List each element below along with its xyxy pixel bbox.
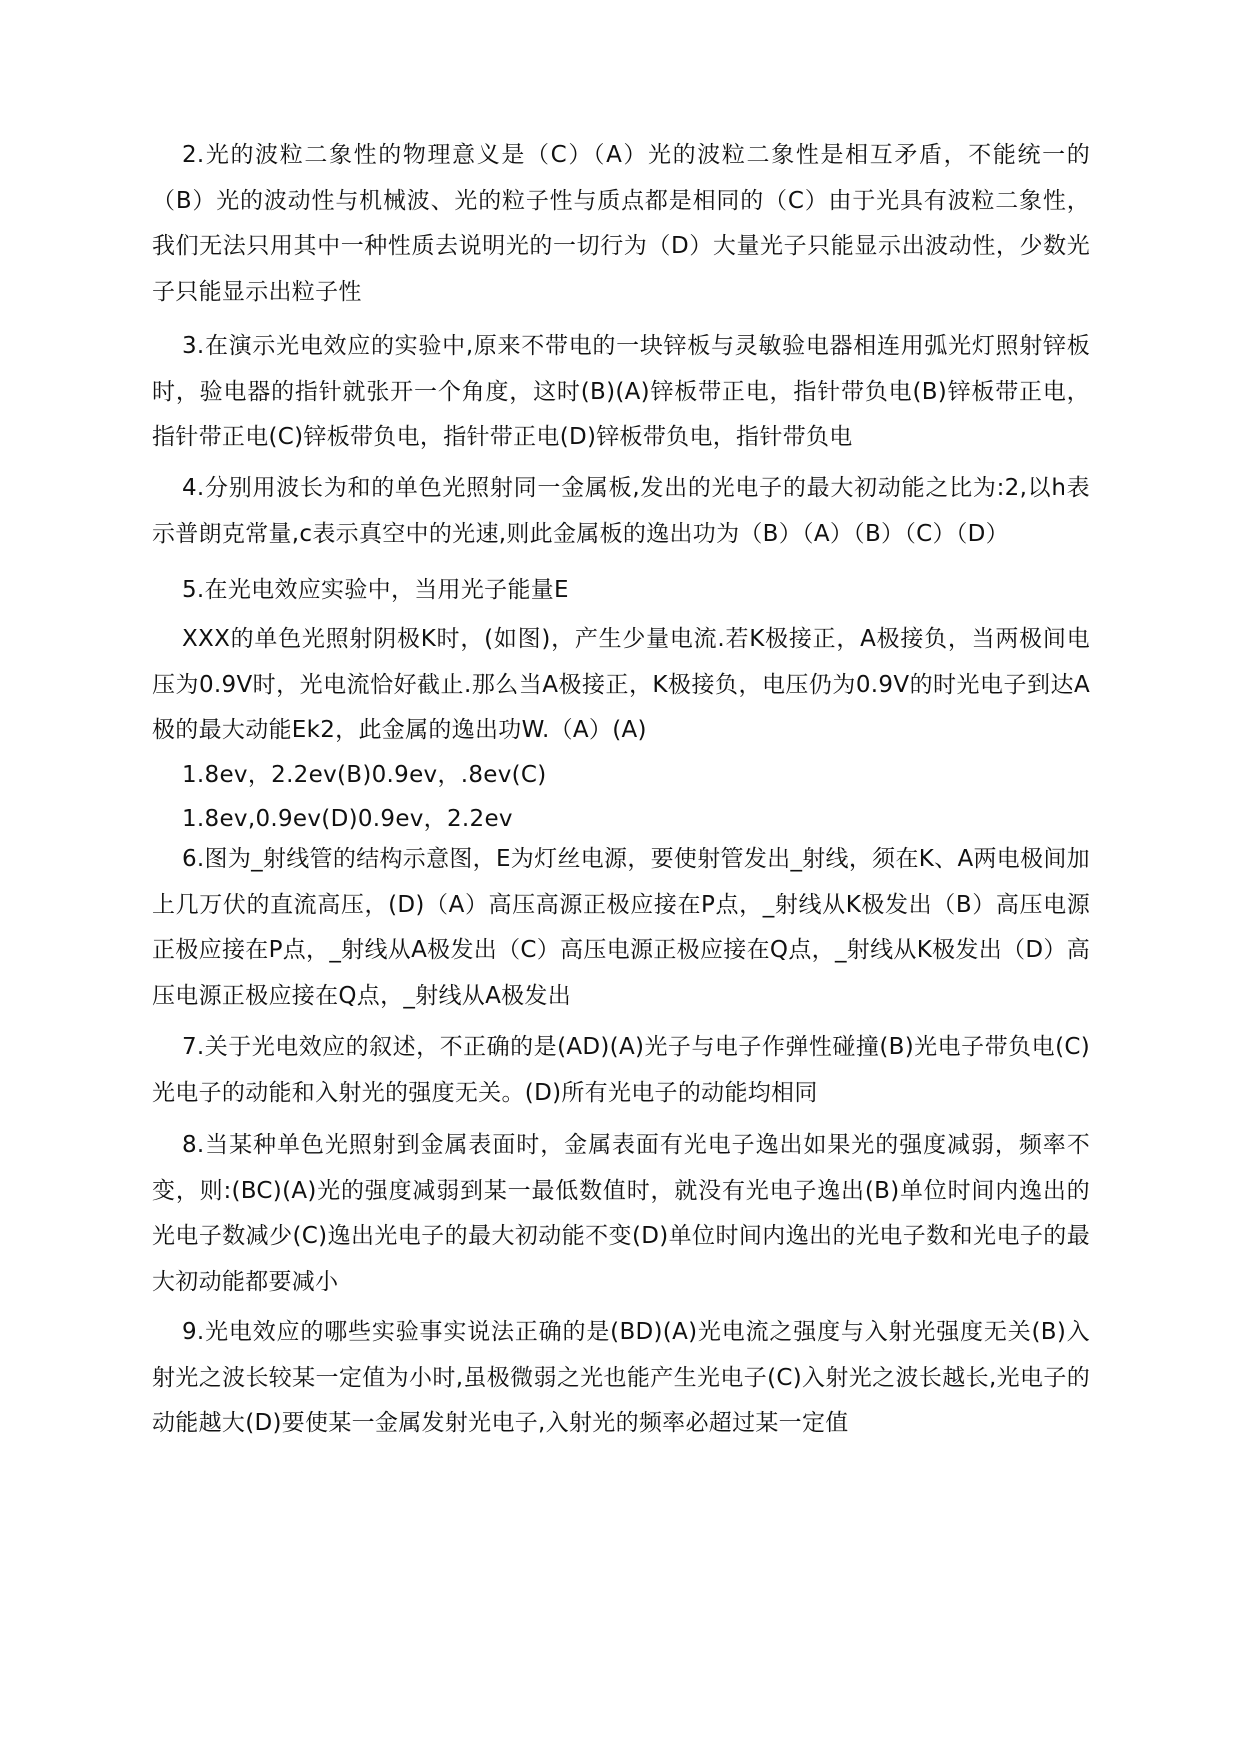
question-3: 3.在演示光电效应的实验中,原来不带电的一块锌板与灵敏验电器相连用弧光灯照射锌板时，验电器的指针就张开一个角度，这时(B)(A)锌板带正电，指针带负电(B)锌板带正电，指针带正电(C)锌板带负电，指针带正电(D)锌板带负电，指针带负电 [152,333,1090,450]
question-8: 8.当某种单色光照射到金属表面时，金属表面有光电子逸出如果光的强度减弱，频率不变，则:(BC)(A)光的强度减弱到某一最低数值时，就没有光电子逸出(B)单位时间内逸出的光电子数减少(C)逸出光电子的最大初动能不变(D)单位时间内逸出的光电子数和光电子的最大初动能都要减小 [152,1132,1090,1295]
question-4: 4.分别用波长为和的单色光照射同一金属板,发出的光电子的最大初动能之比为:2,以h表示普朗克常量,c表示真空中的光速,则此金属板的逸出功为（B）（A）（B）（C）（D） [152,475,1090,547]
question-5: 5.在光电效应实验中，当用光子能量E [182,577,569,603]
question-6: 6.图为_射线管的结构示意图，E为灯丝电源，要使射管发出_射线，须在K、A两电极间加上几万伏的直流高压，(D)（A）高压高源正极应接在P点，_射线从K极发出（B）高压电源正极应接在P点，_射线从A极发出（C）高压电源正极应接在Q点，_射线从K极发出（D）高压电源正极应接在Q点，_射线从A极发出 [152,846,1090,1009]
question-7: 7.关于光电效应的叙述，不正确的是(AD)(A)光子与电子作弹性碰撞(B)光电子带负电(C)光电子的动能和入射光的强度无关。(D)所有光电子的动能均相同 [152,1034,1090,1106]
question-2: 2.光的波粒二象性的物理意义是（C）（A）光的波粒二象性是相互矛盾，不能统一的（B）光的波动性与机械波、光的粒子性与质点都是相同的（C）由于光具有波粒二象性，我们无法只用其中一种性质去说明光的一切行为（D）大量光子只能显示出波动性，少数光子只能显示出粒子性 [152,142,1090,305]
answer-line-a: 1.8ev，2.2ev(B)0.9ev，.8ev(C) [182,762,547,788]
question-9: 9.光电效应的哪些实验事实说法正确的是(BD)(A)光电流之强度与入射光强度无关(B)入射光之波长较某一定值为小时,虽极微弱之光也能产生光电子(C)入射光之波长越长,光电子的动能越大(D)要使某一金属发射光电子,入射光的频率必超过某一定值 [152,1319,1090,1436]
question-5-body: XXX的单色光照射阴极K时，(如图)，产生少量电流.若K极接正，A极接负，当两极间电压为0.9V时，光电流恰好截止.那么当A极接正，K极接负，电压仍为0.9V的时光电子到达A极的最大动能Ek2，此金属的逸出功W.（A）(A) [152,626,1090,743]
answer-line-c: 1.8ev,0.9ev(D)0.9ev，2.2ev [182,806,513,832]
